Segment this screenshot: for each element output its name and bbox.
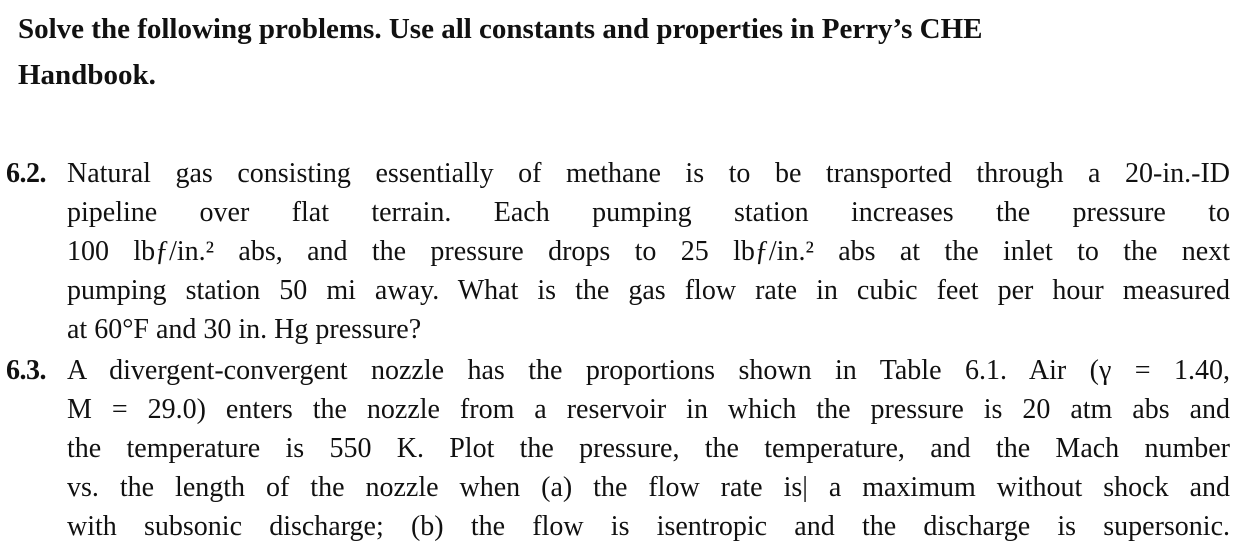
instructions-line-1: Solve the following problems. Use all constants and properties in Perry’s CHE: [18, 13, 983, 45]
problem-line: Natural gas consisting essentially of methane is to be transported through a 20-in.-ID: [67, 158, 1230, 189]
problem-line: M = 29.0) enters the nozzle from a reservoir in which the pressure is 20 atm abs and: [67, 394, 1230, 425]
problem-line: with subsonic discharge; (b) the flow is isentropic and the discharge is supersonic.: [67, 511, 1230, 542]
problem-line: pumping station 50 mi away. What is the gas flow rate in cubic feet per hour measured: [67, 275, 1230, 306]
problem-6-3: [6, 351, 1230, 546]
problem-line: vs. the length of the nozzle when (a) the flow rate is| a maximum without shock and: [67, 472, 1230, 503]
problem-line: pipeline over flat terrain. Each pumping station increases the pressure to: [67, 197, 1230, 228]
instructions-header: [18, 6, 1168, 98]
problem-line: 100 lbƒ/in.² abs, and the pressure drops to 25 lbƒ/in.² abs at the inlet to the next: [67, 236, 1230, 267]
problem-line: A divergent-convergent nozzle has the proportions shown in Table 6.1. Air (γ = 1.40,: [67, 355, 1230, 386]
problem-number: 6.3.: [6, 355, 46, 386]
problem-line: at 60°F and 30 in. Hg pressure?: [67, 314, 422, 345]
instructions-line-2: Handbook.: [18, 59, 156, 91]
problem-number: 6.2.: [6, 158, 46, 189]
problem-line: the temperature is 550 K. Plot the pressure, the temperature, and the Mach number: [67, 433, 1230, 464]
problem-text: [67, 351, 1230, 546]
problem-6-2: [6, 154, 1230, 349]
problem-text: [67, 154, 1230, 349]
